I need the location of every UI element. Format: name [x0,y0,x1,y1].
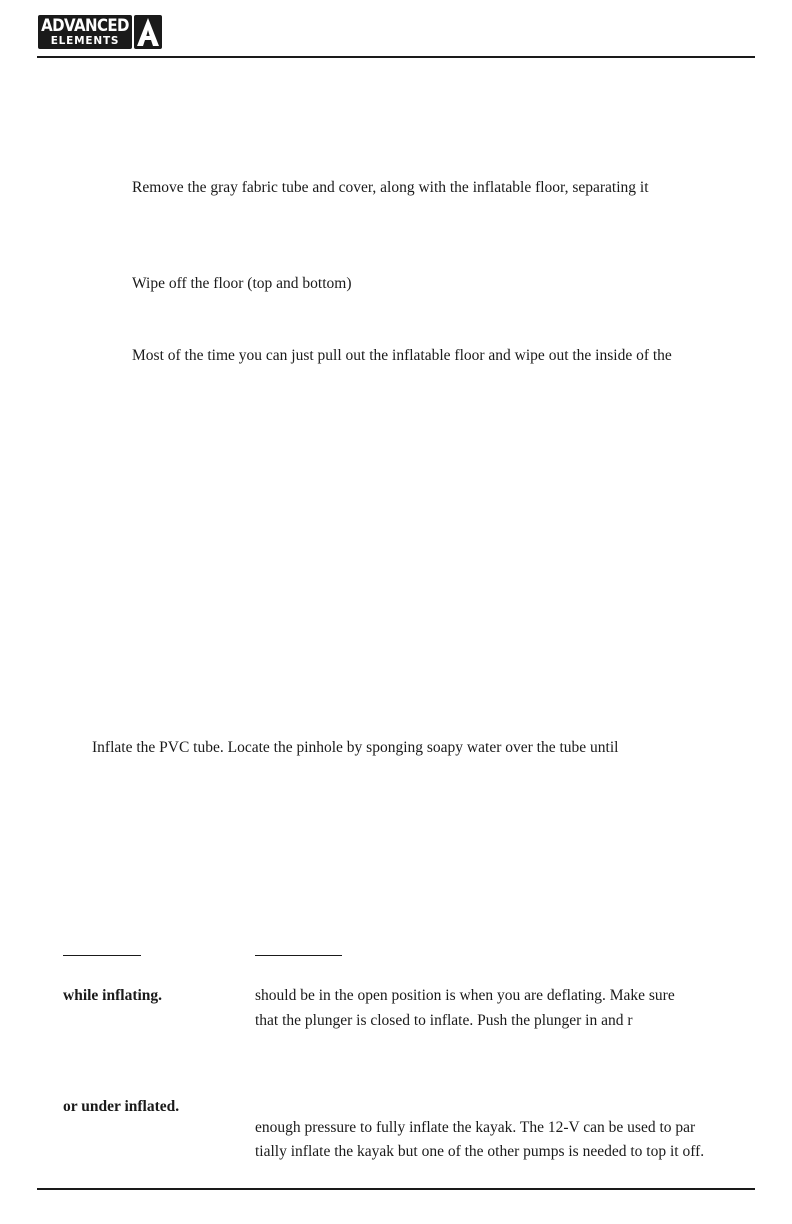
logo-text-elements: ELEMENTS [50,35,120,47]
footer-divider [37,1188,755,1190]
logo-text-advanced: ADVANCED [41,14,129,36]
brand-logo [38,15,162,49]
paragraph-pull-floor: Most of the time you can just pull out the inflatable floor and wipe out the inside of the [132,347,672,364]
logo-a-mark-icon [134,15,162,49]
solution-column-underline [255,955,342,956]
problem-cell: while inflating. [63,987,163,1004]
logo-wordmark-box [38,15,132,49]
paragraph-inflate-tube: Inflate the PVC tube. Locate the pinhole by sponging soapy water over the tube until [92,739,619,756]
solution-line: should be in the open position is when you are deflating. Make sure [255,987,675,1004]
header-divider [37,56,755,58]
solution-line: enough pressure to fully inflate the kayak. The 12-V can be used to par [255,1119,696,1136]
problem-cell: or under inflated. [63,1098,180,1115]
paragraph-remove-cover: Remove the gray fabric tube and cover, along with the inflatable floor, separating it [132,179,649,196]
problem-column-underline [63,955,141,956]
solution-line: tially inflate the kayak but one of the other pumps is needed to top it off. [255,1143,705,1160]
solution-line: that the plunger is closed to inflate. Push the plunger in and r [255,1012,633,1029]
paragraph-wipe-floor: Wipe off the floor (top and bottom) [132,275,352,292]
